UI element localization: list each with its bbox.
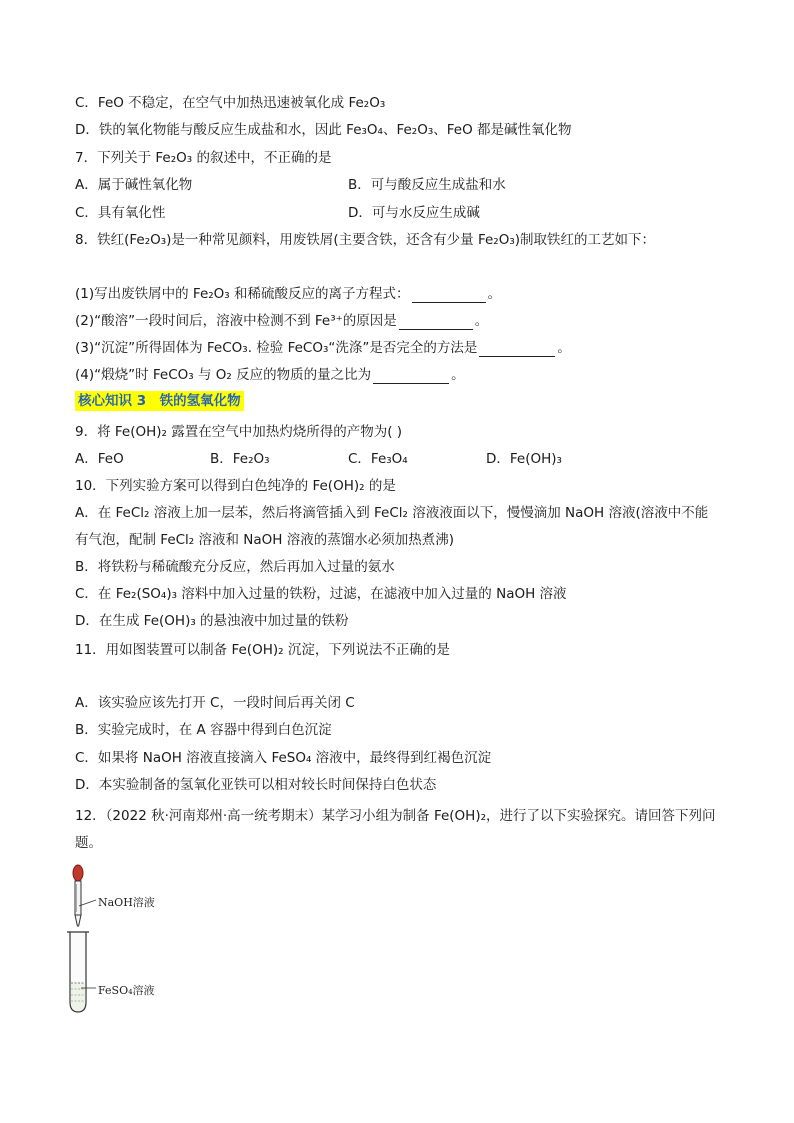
section-heading: 核心知识 3 铁的氢氧化物: [75, 391, 244, 411]
q11-stem: 11．用如图装置可以制备 Fe(OH)₂ 沉淀，下列说法不正确的是: [75, 642, 450, 658]
q7-option-a: A．属于碱性氧化物: [75, 177, 193, 193]
dropper-tube-icon: [75, 881, 81, 915]
q9-stem: 9．将 Fe(OH)₂ 露置在空气中加热灼烧所得的产物为( ): [75, 424, 403, 440]
q8-part-2: [75, 312, 488, 330]
q8-part-3: [75, 339, 571, 357]
q11-option-b: B．实验完成时，在 A 容器中得到白色沉淀: [75, 722, 332, 738]
q8-part-4: [75, 366, 465, 384]
q10-option-b: B．将铁粉与稀硫酸充分反应，然后再加入过量的氨水: [75, 559, 395, 575]
dropper-tip-icon: [75, 915, 81, 926]
q11-option-a: A．该实验应该先打开 C，一段时间后再关闭 C: [75, 695, 355, 711]
q8-part-4-end: 。: [451, 367, 465, 383]
q8-part-1: [75, 285, 501, 303]
q6-option-c: C．FeO 不稳定，在空气中加热迅速被氧化成 Fe₂O₃: [75, 95, 386, 111]
q7-option-c: C．具有氧化性: [75, 205, 166, 221]
answer-blank[interactable]: [399, 315, 473, 330]
q12-stem-line1: 12．（2022 秋·河南郑州·高一统考期末）某学习小组为制备 Fe(OH)₂，进行了以下实验探究。请回答下列问: [75, 808, 716, 824]
q8-part-2-end: 。: [474, 313, 489, 329]
solution-fill: [71, 983, 85, 1011]
dropper-testtube-illustration: [60, 862, 210, 1022]
q8-part-3-end: 。: [557, 340, 571, 356]
q11-option-c: C．如果将 NaOH 溶液直接滴入 FeSO₄ 溶液中，最终得到红褐色沉淀: [75, 750, 492, 766]
q9-option-d: D．Fe(OH)₃: [486, 451, 562, 467]
q8-part-1-end: 。: [487, 286, 501, 302]
q8-stem: 8．铁红(Fe₂O₃)是一种常见颜料，用废铁屑(主要含铁，还含有少量 Fe₂O₃)制取铁红的工艺如下：: [75, 232, 656, 248]
q7-option-b: B．可与酸反应生成盐和水: [348, 177, 506, 193]
q10-stem: 10．下列实验方案可以得到白色纯净的 Fe(OH)₂ 的是: [75, 478, 396, 494]
q10-option-a-line2: 有气泡，配制 FeCl₂ 溶液和 NaOH 溶液的蒸馏水必须加热煮沸): [75, 532, 455, 548]
q10-option-a-line1: A．在 FeCl₂ 溶液上加一层苯，然后将滴管插入到 FeCl₂ 溶液液面以下，慢慢滴加 NaOH 溶液(溶液中不能: [75, 505, 709, 521]
q7-option-d: D．可与水反应生成碱: [348, 205, 480, 221]
q11-option-d: D．本实验制备的氢氧化亚铁可以相对较长时间保持白色状态: [75, 777, 437, 793]
q10-option-d: D．在生成 Fe(OH)₃ 的悬浊液中加过量的铁粉: [75, 613, 349, 629]
q8-part-3-text: (3)“沉淀”所得固体为 FeCO₃. 检验 FeCO₃“洗涤”是否完全的方法是: [75, 340, 478, 356]
q7-stem: 7．下列关于 Fe₂O₃ 的叙述中，不正确的是: [75, 150, 332, 166]
q8-part-1-text: (1)写出废铁屑中的 Fe₂O₃ 和稀硫酸反应的离子方程式：: [75, 286, 410, 302]
q9-option-b: B．Fe₂O₃: [210, 451, 270, 467]
q12-stem-line2: 题。: [75, 835, 102, 851]
q9-option-a: A．FeO: [75, 451, 124, 467]
q8-part-4-text: (4)“煅烧”时 FeCO₃ 与 O₂ 反应的物质的量之比为: [75, 367, 372, 383]
dropper-bulb-icon: [73, 865, 83, 881]
answer-blank[interactable]: [373, 369, 449, 384]
q8-part-2-text: (2)“酸溶”一段时间后，溶液中检测不到 Fe³⁺的原因是: [75, 313, 397, 329]
dropper-testtube-figure: [60, 862, 210, 1022]
q10-option-c: C．在 Fe₂(SO₄)₃ 溶料中加入过量的铁粉，过滤，在滤液中加入过量的 NaOH 溶液: [75, 586, 567, 602]
q6-option-d: D．铁的氧化物能与酸反应生成盐和水，因此 Fe₃O₄、Fe₂O₃、FeO 都是碱性氧化物: [75, 122, 572, 138]
q9-option-c: C．Fe₃O₄: [348, 451, 408, 467]
feso4-solution-label: FeSO₄溶液: [98, 984, 155, 997]
answer-blank[interactable]: [479, 342, 555, 357]
naoh-solution-label: NaOH溶液: [98, 896, 155, 909]
answer-blank[interactable]: [412, 288, 486, 303]
